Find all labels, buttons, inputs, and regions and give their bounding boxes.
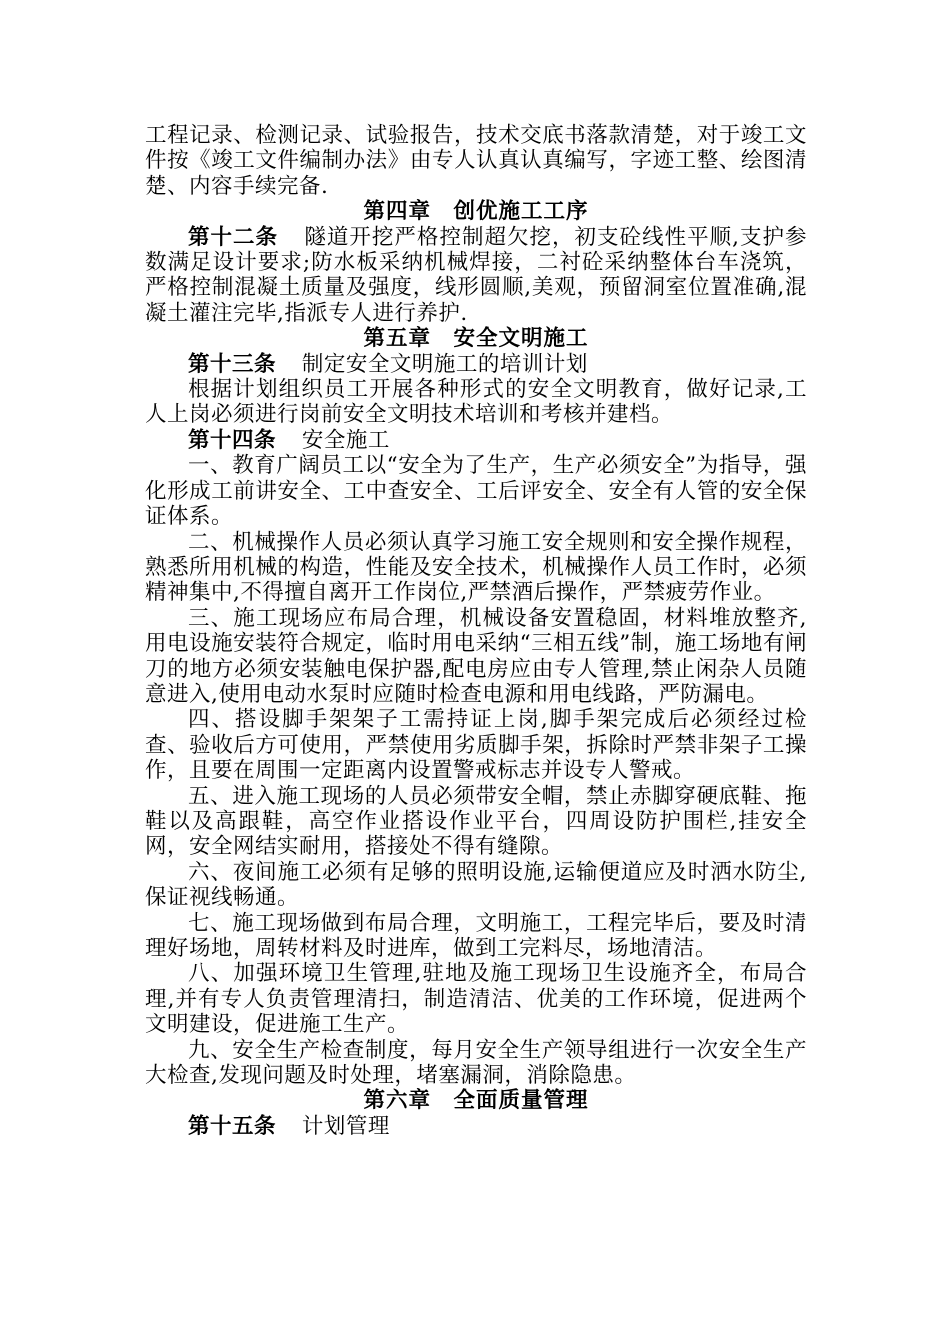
safety-item-5: 五、进入施工现场的人员必须带安全帽，禁止赤脚穿硬底鞋、拖鞋以及高跟鞋，高空作业搭设作业平台，四周设防护围栏,挂安全网，安全网结实耐用，搭接处不得有缝隙。: [145, 783, 807, 860]
safety-item-3: 三、施工现场应布局合理，机械设备安置稳固，材料堆放整齐,用电设施安装符合规定，临时用电采纳“三相五线”制，施工场地有闸刀的地方必须安装触电保护器,配电房应由专人管理,禁止闲杂人员随意进入,使用电动水泵时应随时检查电源和用电线路，严防漏电。: [145, 605, 807, 707]
article-15-title: 第十五条: [188, 1113, 277, 1139]
article-12: [145, 225, 807, 327]
article-14-title: 第十四条: [188, 427, 277, 453]
safety-item-1: 一、教育广阔员工以“安全为了生产，生产必须安全”为指导，强化形成工前讲安全、工中查安全、工后评安全、安全有人管的安全保证体系。: [145, 453, 807, 530]
safety-item-2: 二、机械操作人员必须认真学习施工安全规则和安全操作规程，熟悉所用机械的构造，性能及安全技术，机械操作人员工作时，必须精神集中,不得擅自离开工作岗位,严禁酒后操作，严禁疲劳作业。: [145, 529, 807, 606]
chapter-5-heading: 第五章 安全文明施工: [363, 326, 589, 352]
article-13: [145, 352, 807, 377]
article-12-text: 隧道开挖严格控制超欠挖，初支砼线性平顺,支护参数满足设计要求;防水板采纳机械焊接，二衬砼采纳整体台车浇筑，严格控制混凝土质量及强度，线形圆顺,美观，预留洞室位置准确,混凝土灌注完毕,指派专人进行养护.: [145, 224, 807, 326]
article-15: [145, 1114, 807, 1139]
safety-item-4: 四、搭设脚手架架子工需持证上岗,脚手架完成后必须经过检查、验收后方可使用，严禁使用劣质脚手架，拆除时严禁非架子工操作，且要在周围一定距离内设置警戒标志并设专人警戒。: [145, 707, 807, 784]
safety-item-6: 六、夜间施工必须有足够的照明设施,运输便道应及时洒水防尘,保证视线畅通。: [145, 859, 807, 911]
article-12-title: 第十二条: [188, 224, 279, 250]
safety-item-7: 七、施工现场做到布局合理，文明施工，工程完毕后，要及时清理好场地，周转材料及时进库，做到工完料尽，场地清洁。: [145, 910, 807, 961]
article-15-text: 计划管理: [301, 1113, 390, 1139]
safety-item-8: 八、加强环境卫生管理,驻地及施工现场卫生设施齐全，布局合理,并有专人负责管理清扫，制造清洁、优美的工作环境，促进两个文明建设，促进施工生产。: [145, 961, 807, 1038]
article-13-title: 第十三条: [188, 351, 277, 377]
article-13-body: 根据计划组织员工开展各种形式的安全文明教育，做好记录,工人上岗必须进行岗前安全文明技术培训和考核并建档。: [145, 377, 807, 428]
article-13-text: 制定安全文明施工的培训计划: [301, 351, 588, 377]
article-14: [145, 428, 807, 453]
chapter-4-heading: 第四章 创优施工工序: [363, 199, 589, 225]
document-page: [145, 123, 807, 1139]
safety-item-9: 九、安全生产检查制度，每月安全生产领导组进行一次安全生产大检查,发现问题及时处理，堵塞漏洞，消除隐患。: [145, 1037, 807, 1089]
intro-paragraph: 工程记录、检测记录、试验报告，技术交底书落款清楚，对于竣工文件按《竣工文件编制办法》由专人认真认真编写，字迹工整、绘图清楚、内容手续完备.: [145, 123, 807, 199]
chapter-6-heading: 第六章 全面质量管理: [363, 1088, 589, 1114]
article-14-text: 安全施工: [301, 427, 390, 453]
